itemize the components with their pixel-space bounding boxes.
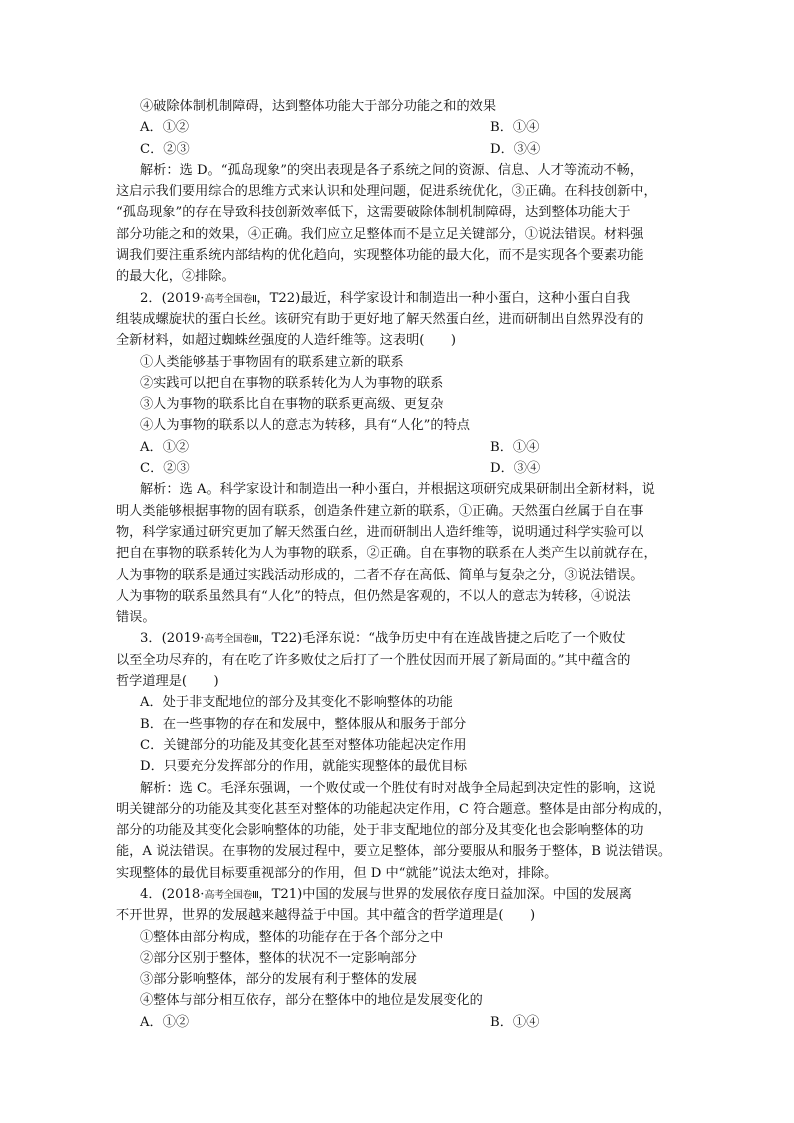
q2-answers-cd bbox=[116, 458, 681, 479]
q4-option-4: ④整体与部分相互依存，部分在整体中的地位是发展变化的 bbox=[140, 993, 483, 1009]
q2-number: 2．(2019· bbox=[140, 290, 205, 306]
q3-option-d: D．只要充分发挥部分的作用，就能实现整体的最优目标 bbox=[140, 759, 468, 775]
q4-number: 4．(2018· bbox=[140, 886, 205, 902]
q4-stem bbox=[116, 884, 681, 905]
q3-option-a: A．处于非支配地位的部分及其变化不影响整体的功能 bbox=[140, 695, 453, 711]
q3-stem bbox=[116, 628, 681, 649]
q2-stem bbox=[116, 288, 681, 309]
q2-answers-ab bbox=[116, 437, 681, 458]
q1-answer-a: A．①② bbox=[140, 120, 190, 136]
q1-analysis-line: 解析：选 D。“孤岛现象”的突出表现是各子系统之间的资源、信息、人才等流动不畅， bbox=[140, 162, 643, 178]
q4-option-2: ②部分区别于整体，整体的状况不一定影响部分 bbox=[140, 950, 417, 966]
q2-option-4: ④人为事物的联系以人的意志为转移，具有“人化”的特点 bbox=[140, 418, 470, 434]
q2-option-2: ②实践可以把自在事物的联系转化为人为事物的联系 bbox=[140, 375, 444, 391]
q3-analysis-line: 部分的功能及其变化会影响整体的功能，处于非支配地位的部分及其变化也会影响整体的功 bbox=[116, 823, 644, 839]
q3-stem-line: 哲学道理是( ) bbox=[116, 674, 219, 690]
q2-answer-d: D．③④ bbox=[490, 461, 541, 477]
q2-option-1: ①人类能够基于事物固有的联系建立新的联系 bbox=[140, 354, 404, 370]
q1-analysis-line: 这启示我们要用综合的思维方式来认识和处理问题，促进系统优化，③正确。在科技创新中， bbox=[116, 184, 657, 200]
q2-analysis-line: 人为事物的联系虽然具有“人化”的特点，但仍然是客观的，不以人的意志为转移，④说法 bbox=[116, 588, 631, 604]
q4-answers-ab bbox=[116, 1012, 681, 1033]
q2-analysis-line: 把自在事物的联系转化为人为事物的联系，②正确。自在事物的联系在人类产生以前就存在， bbox=[116, 546, 657, 562]
q3-analysis-line: 能，A 说法错误。在事物的发展过程中，要立足整体，部分要服从和服务于整体，B 说法错误。 bbox=[116, 844, 672, 860]
q2-option-3: ③人为事物的联系比自在事物的联系更高级、更复杂 bbox=[140, 397, 444, 413]
q3-stem-first: ，T22)毛泽东说：“战争历史中有在连战皆捷之后吃了一个败仗 bbox=[258, 631, 626, 647]
q3-option-c: C．关键部分的功能及其变化甚至对整体功能起决定作用 bbox=[140, 737, 467, 753]
q2-analysis-line: 人为事物的联系是通过实践活动形成的，二者不存在高低、简单与复杂之分，③说法错误。 bbox=[116, 567, 644, 583]
q4-stem-line: 不开世界，世界的发展越来越得益于中国。其中蕴含的哲学道理是( ) bbox=[116, 908, 536, 924]
q2-answer-b: B．①④ bbox=[490, 439, 540, 455]
q1-analysis-line: 的最大化，②排除。 bbox=[116, 269, 235, 285]
q2-answer-a: A．①② bbox=[140, 439, 190, 455]
q2-analysis-line: 解析：选 A。科学家设计和制造出一种小蛋白，并根据这项研究成果研制出全新材料，说 bbox=[140, 482, 655, 498]
q4-answer-b: B．①④ bbox=[490, 1014, 540, 1030]
q4-option-3: ③部分影响整体，部分的发展有利于整体的发展 bbox=[140, 972, 417, 988]
q2-stem-line: 组装成螺旋状的蛋白长丝。该研究有助于更好地了解天然蛋白丝，进而研制出自然界没有的 bbox=[116, 311, 644, 327]
q1-analysis-line: 部分功能之和的效果，④正确。我们应立足整体而不是立足关键部分，①说法错误。材料强 bbox=[116, 226, 644, 242]
q3-number: 3．(2019· bbox=[140, 631, 205, 647]
q1-option-4: ④破除体制机制障碍，达到整体功能大于部分功能之和的效果 bbox=[140, 99, 497, 114]
q4-source: 高考全国卷Ⅲ bbox=[204, 889, 259, 901]
q1-answers-ab bbox=[116, 117, 681, 138]
q2-answer-c: C．②③ bbox=[140, 461, 190, 477]
q4-option-1: ①整体由部分构成，整体的功能存在于各个部分之中 bbox=[140, 929, 444, 945]
q2-stem-first: ，T22)最近，科学家设计和制造出一种小蛋白，这种小蛋白自我 bbox=[256, 290, 631, 306]
q1-answer-b: B．①④ bbox=[490, 120, 540, 136]
q3-analysis-line: 实现整体的最优目标要重视部分的作用，但 D 中“就能”说法太绝对，排除。 bbox=[116, 865, 558, 881]
q1-answers-cd bbox=[116, 139, 681, 160]
q1-analysis-line: 调我们要注重系统内部结构的优化趋向，实现整体功能的最大化，而不是实现各个要素功能 bbox=[116, 248, 644, 264]
q1-answer-c: C．②③ bbox=[140, 141, 190, 157]
q2-analysis-line: 错误。 bbox=[116, 610, 156, 626]
q3-source: 高考全国卷Ⅲ bbox=[204, 634, 259, 646]
q4-answer-a: A．①② bbox=[140, 1014, 190, 1030]
q1-analysis-line: “孤岛现象”的存在导致科技创新效率低下，这需要破除体制机制障碍，达到整体功能大于 bbox=[116, 205, 631, 221]
content-area bbox=[116, 96, 681, 1033]
q4-stem-first: ，T21)中国的发展与世界的发展依存度日益加深。中国的发展离 bbox=[258, 886, 632, 902]
q3-analysis-line: 解析：选 C。毛泽东强调，一个败仗或一个胜仗有时对战争全局起到决定性的影响，这说 bbox=[140, 780, 656, 796]
q2-analysis-line: 明人类能够根据事物的固有联系，创造条件建立新的联系，①正确。天然蛋白丝属于自在事 bbox=[116, 503, 644, 519]
q2-source: 高考全国卷Ⅱ bbox=[204, 293, 257, 305]
q3-option-b: B．在一些事物的存在和发展中，整体服从和服务于部分 bbox=[140, 716, 467, 732]
q1-answer-d: D．③④ bbox=[490, 141, 541, 157]
q3-analysis-line: 明关键部分的功能及其变化甚至对整体的功能起决定作用，C 符合题意。整体是由部分构成的， bbox=[116, 801, 671, 817]
q2-analysis-line: 物，科学家通过研究更加了解天然蛋白丝，进而研制出人造纤维等，说明通过科学实验可以 bbox=[116, 524, 644, 540]
q2-stem-line: 全新材料，如超过蜘蛛丝强度的人造纤维等。这表明( ) bbox=[116, 333, 456, 349]
q3-stem-line: 以至全功尽弃的，有在吃了许多败仗之后打了一个胜仗因而开展了新局面的。”其中蕴含的 bbox=[116, 652, 631, 668]
